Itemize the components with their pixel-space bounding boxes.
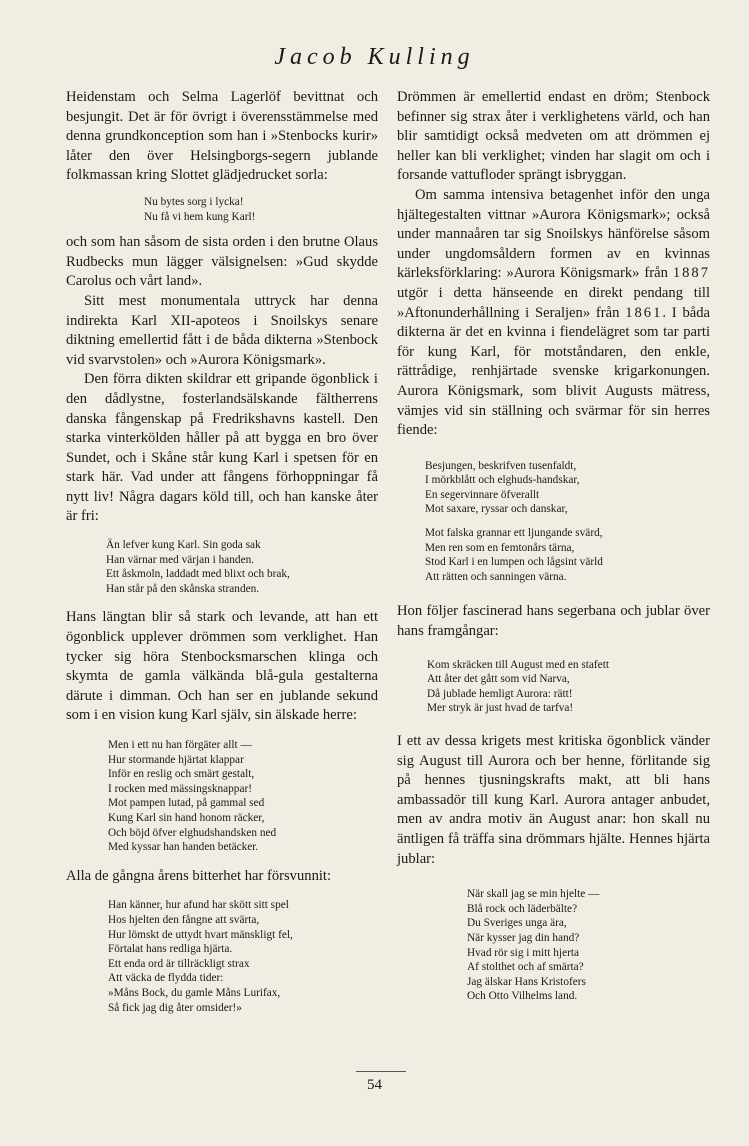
- verse-line: Mot saxare, ryssar och danskar,: [425, 503, 568, 516]
- paragraph: I ett av dessa krigets mest kritiska ögonblick vänder sig August till Aurora och ber henne, förlitande sig på hennes tjusningskrafts makt, att bli hans ambassadör till kung Karl. Aurora antager anbudet, men av andra motiv än August anar: hon skall nu äntligen få träffa sina drömmars hjälte. Hennes hjärta jublar:: [397, 733, 710, 867]
- verse-quote: [425, 526, 710, 584]
- verse-line: Af stolthet och af smärta?: [467, 961, 584, 974]
- footer-rule: [356, 1071, 406, 1072]
- verse-line: Nu bytes sorg i lycka!: [144, 195, 244, 208]
- verse-line: Han värnar med värjan i handen.: [106, 553, 255, 566]
- paragraph: Heidenstam och Selma Lagerlöf bevittnat och besjungit. Det är för övrigt i överensstämmelse med denna grundkonception som han i »Stenbocks kurir» låter den över Helsingborgs-segern jublande folkmassan kring Slottet glädjedrucket sorla:: [66, 89, 378, 184]
- verse-line: Än lefver kung Karl. Sin goda sak: [106, 539, 261, 552]
- verse-line: I rocken med mässingsknappar!: [108, 782, 252, 795]
- verse-line: Hos hjelten den fångne att svärta,: [108, 913, 260, 926]
- paragraph: Den förra dikten skildrar ett gripande ögonblick i den dådlystne, fosterlandsälskande fältherrens danska fångenskap på Fredrikshavns kastell. Den starka vinterkölden håller på att bygga en bro över Sundet, och i Skåne står kung Karl i spetsen för en stark här. Vad under att fångens förhoppningar få nytt liv! Några dagars köld till, och han kanske åter är fri:: [66, 371, 378, 525]
- verse-line: Att rätten och sanningen värna.: [425, 570, 567, 583]
- verse-quote: [425, 459, 710, 517]
- verse-line: Men ren som en femtonårs tärna,: [425, 541, 575, 554]
- paragraph: Hans längtan blir så stark och levande, att han ett ögonblick upplever drömmen som verklighet. Han tycker sig höra Stenbocksmarschen klinga och skymta de gamla välkända blå-gula gestalterna därute i dimman. Och han ser en jublande sekund som i en vision kung Karl själv, sin älskade herre:: [66, 609, 378, 724]
- left-column: [66, 88, 378, 1015]
- verse-line: Och böjd öfver elghudshandsken ned: [108, 826, 277, 839]
- verse-quote: [106, 538, 378, 596]
- verse-line: Då jublade hemligt Aurora: rätt!: [427, 687, 573, 700]
- verse-line: Hur stormande hjärtat klappar: [108, 753, 244, 766]
- verse-line: Inför en reslig och smärt gestalt,: [108, 768, 255, 781]
- verse-line: Att åter det gått som vid Narva,: [427, 673, 570, 686]
- verse-quote: [467, 887, 710, 1004]
- verse-line: Så fick jag dig åter omsider!»: [108, 1001, 242, 1014]
- verse-line: Ett enda ord är tillräckligt strax: [108, 957, 250, 970]
- verse-line: Han känner, hur afund har skött sitt spel: [108, 899, 289, 912]
- verse-line: Jag älskar Hans Kristofers: [467, 975, 586, 988]
- paragraph-text: utgör i detta hänseende en direkt pendang till »Aftonunderhållning i Seraljen» från: [397, 284, 710, 321]
- verse-line: Hur lömskt de uttydt hvart mänskligt fel,: [108, 928, 293, 941]
- paragraph-text: . I båda dikterna är det en kvinna i fiendelägret som tar parti för kung Karl, för motståndaren, den enkle, rättrådige, renhjärtade svenske krigarkonungen. Aurora Königsmark, som blivit Augusts mätress, vämjes vid sin ställning och svärmar för sin herres fiende:: [397, 304, 710, 439]
- verse-line: Nu få vi hem kung Karl!: [144, 210, 256, 223]
- verse-line: Blå rock och läderbälte?: [467, 902, 578, 915]
- paragraph: Alla de gångna årens bitterhet har försvunnit:: [66, 867, 332, 884]
- verse-line: Förtalat hans redliga hjärta.: [108, 943, 233, 956]
- verse-line: En segervinnare öfverallt: [425, 488, 540, 501]
- verse-line: Du Sveriges unga ära,: [467, 917, 567, 930]
- verse-line: Med kyssar han handen betäcker.: [108, 841, 259, 854]
- verse-quote: [108, 898, 378, 1015]
- verse-line: Att väcka de flydda tider:: [108, 972, 224, 985]
- verse-line: Mer stryk är just hvad de tarfva!: [427, 702, 574, 715]
- verse-line: Men i ett nu han förgäter allt —: [108, 739, 252, 751]
- verse-line: I mörkblått och elghuds-handskar,: [425, 474, 580, 487]
- paragraph-text: Om samma intensiva betagenhet inför den unga hjältegestalten vittnar »Aurora Königsmark»; också under mannaåren tar sig Snoilskys hänförelse såsom under ungdomsåldern formen av en kvinnas kärleksförklaring: »Aurora Königsmark» från: [397, 186, 710, 282]
- verse-line: Stod Karl i en lumpen och lågsint värld: [425, 556, 603, 569]
- paragraph: Sitt mest monumentala uttryck har denna indirekta Karl XII-apoteos i Snoilskys senare diktning emellertid fått i de båda dikterna »Stenbock vid svarvstolen» och »Aurora Königsmark».: [66, 292, 378, 368]
- verse-line: »Måns Bock, du gamle Måns Lurifax,: [108, 986, 281, 999]
- right-column: [397, 88, 710, 1004]
- verse-quote: [427, 658, 710, 716]
- year-1861: 1861: [625, 304, 663, 321]
- paragraph: [397, 186, 710, 441]
- verse-line: Ett åskmoln, laddadt med blixt och brak,: [106, 568, 290, 581]
- verse-line: När skall jag se min hjelte —: [467, 888, 600, 901]
- verse-line: Och Otto Vilhelms land.: [467, 990, 578, 1003]
- verse-quote: [108, 738, 378, 855]
- verse-line: När kysser jag din hand?: [467, 931, 580, 944]
- page-number: 54: [367, 1077, 382, 1093]
- paragraph: och som han såsom de sista orden i den brutne Olaus Rudbecks mun lägger välsignelsen: »Gud skydde Carolus och vårt land».: [66, 234, 378, 290]
- paragraph: Hon följer fascinerad hans segerbana och jublar över hans framgångar:: [397, 603, 710, 640]
- verse-line: Kung Karl sin hand honom räcker,: [108, 811, 265, 824]
- year-1887: 1887: [672, 265, 710, 282]
- verse-line: Hvad rör sig i mitt hjerta: [467, 946, 580, 959]
- verse-line: Mot pampen lutad, på gammal sed: [108, 797, 265, 810]
- verse-quote: [144, 195, 378, 224]
- paragraph: Drömmen är emellertid endast en dröm; Stenbock befinner sig strax åter i verklighetens värld, och han blir samtidigt också medveten om att drömmen ej heller kan bli verklighet; vinden har slagit om och i forsande vattufloder sprängt isbryggan.: [397, 89, 710, 184]
- page-header-author: Jacob Kulling: [274, 44, 475, 70]
- verse-line: Besjungen, beskrifven tusenfaldt,: [425, 459, 577, 472]
- verse-line: Han står på den skånska stranden.: [106, 582, 260, 595]
- verse-line: Kom skräcken till August med en stafett: [427, 658, 609, 671]
- verse-line: Mot falska grannar ett ljungande svärd,: [425, 527, 603, 540]
